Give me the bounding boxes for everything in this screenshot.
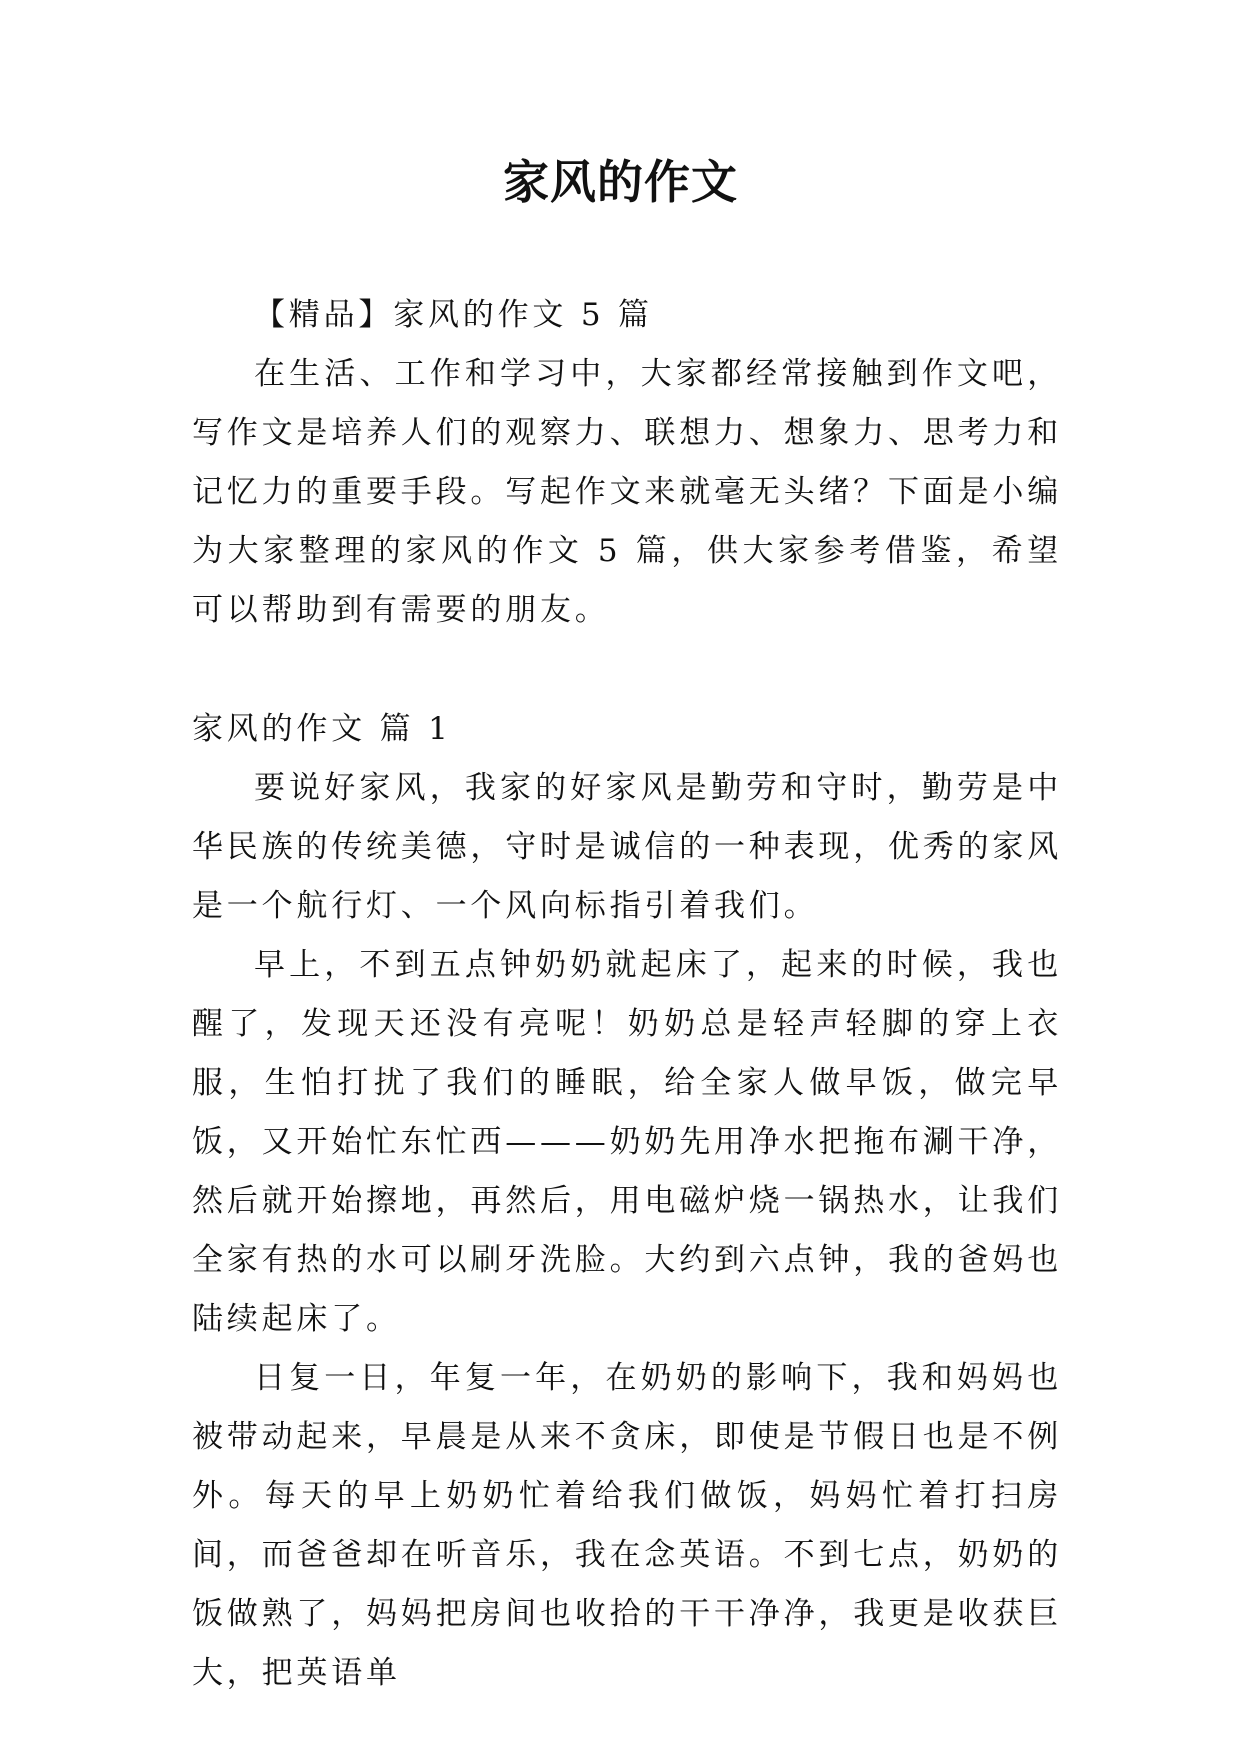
section-paragraph-3: 日复一日，年复一年，在奶奶的影响下，我和妈妈也被带动起来，早晨是从来不贪床，即使是节假日也是不例外。每天的早上奶奶忙着给我们做饭，妈妈忙着打扫房间，而爸爸却在听音乐，我在念英语。不到七点，奶奶的饭做熟了，妈妈把房间也收拾的干干净净，我更是收获巨大，把英语单 bbox=[192, 1360, 1062, 1691]
section-paragraph-2: 早上，不到五点钟奶奶就起床了，起来的时候，我也醒了，发现天还没有亮呢！奶奶总是轻声轻脚的穿上衣服，生怕打扰了我们的睡眠，给全家人做早饭，做完早饭，又开始忙东忙西———奶奶先用净水把拖布涮干净，然后就开始擦地，再然后，用电磁炉烧一锅热水，让我们全家有热的水可以刷牙洗脸。大约到六点钟，我的爸妈也陆续起床了。 bbox=[192, 947, 1062, 1337]
document-title: 家风的作文 bbox=[503, 155, 738, 209]
section-paragraph-1: 要说好家风，我家的好家风是勤劳和守时，勤劳是中华民族的传统美德，守时是诚信的一种表现，优秀的家风是一个航行灯、一个风向标指引着我们。 bbox=[192, 770, 1062, 924]
document-subtitle: 【精品】家风的作文 5 篇 bbox=[254, 297, 653, 333]
section-heading: 家风的作文 篇 1 bbox=[192, 711, 452, 747]
document-body bbox=[192, 286, 1062, 1703]
intro-paragraph: 在生活、工作和学习中，大家都经常接触到作文吧，写作文是培养人们的观察力、联想力、想象力、思考力和记忆力的重要手段。写起作文来就毫无头绪？下面是小编为大家整理的家风的作文 5 篇，供大家参考借鉴，希望可以帮助到有需要的朋友。 bbox=[192, 356, 1062, 628]
